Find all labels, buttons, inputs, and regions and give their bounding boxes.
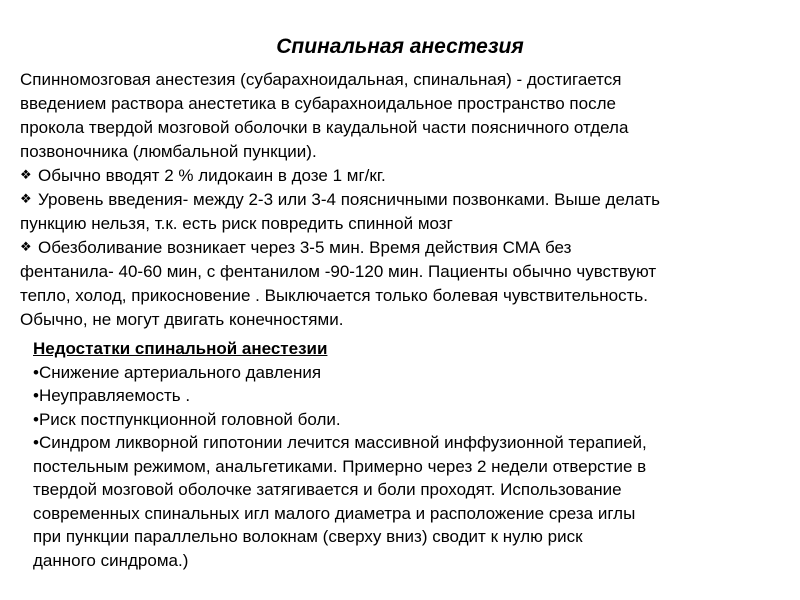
drawback-line: данного синдрома.) — [33, 550, 189, 570]
slide-title: Спинальная анестезия — [276, 35, 524, 58]
bullet-line: Обычно, не могут двигать конечностями. — [20, 310, 344, 329]
drawback-line: •Снижение артериального давления — [33, 362, 322, 382]
intro-line: прокола твердой мозговой оболочки в каудальной части поясничного отдела — [20, 118, 629, 137]
bullet-line: тепло, холод, прикосновение . Выключается только болевая чувствительность. — [20, 286, 648, 305]
bullet-line: Обычно вводят 2 % лидокаин в дозе 1 мг/кг. — [38, 166, 386, 185]
diamond-bullet-icon: ❖ — [20, 239, 32, 254]
intro-line: Спинномозговая анестезия (субарахноидальная, спинальная) - достигается — [20, 70, 622, 89]
drawback-item — [33, 384, 780, 408]
bullet-line: Обезболивание возникает через 3-5 мин. Время действия СМА без — [38, 238, 572, 257]
drawback-line: твердой мозговой оболочке затягивается и боли проходят. Использование — [33, 480, 622, 499]
bullet-line: фентанила- 40-60 мин, с фентанилом -90-120 мин. Пациенты обычно чувствуют — [20, 262, 657, 281]
intro-line: позвоночника (люмбальной пункции). — [20, 142, 317, 161]
drawback-line: современных спинальных игл малого диаметра и расположение среза иглы — [33, 503, 636, 523]
intro-paragraph — [20, 68, 780, 164]
drawback-item — [33, 431, 780, 572]
intro-line: введением раствора анестетика в субарахноидальное пространство после — [20, 94, 616, 113]
drawback-line: •Риск постпункционной головной боли. — [33, 409, 341, 429]
drawbacks-section — [33, 337, 780, 572]
bullet-item-level — [20, 188, 780, 236]
bullet-line: пункцию нельзя, т.к. есть риск повредить спинной мозг — [20, 214, 453, 233]
drawback-line: •Синдром ликворной гипотонии лечится массивной инффузионной терапией, — [33, 433, 647, 452]
drawback-line: •Неуправляемость . — [33, 386, 191, 405]
diamond-bullet-icon: ❖ — [20, 191, 32, 206]
drawback-item — [33, 408, 780, 432]
diamond-bullet-icon: ❖ — [20, 167, 32, 182]
intro-section — [20, 68, 780, 332]
drawback-line: постельным режимом, анальгетиками. Примерно через 2 недели отверстие в — [33, 456, 647, 476]
bullet-item-dose — [20, 164, 780, 188]
drawback-line: при пункции параллельно волокнам (сверху вниз) сводит к нулю риск — [33, 527, 583, 546]
drawbacks-heading: Недостатки спинальной анестезии — [33, 339, 328, 358]
drawback-item — [33, 361, 780, 385]
bullet-item-onset — [20, 236, 780, 332]
bullet-line: Уровень введения- между 2-3 или 3-4 поясничными позвонками. Выше делать — [38, 190, 660, 209]
